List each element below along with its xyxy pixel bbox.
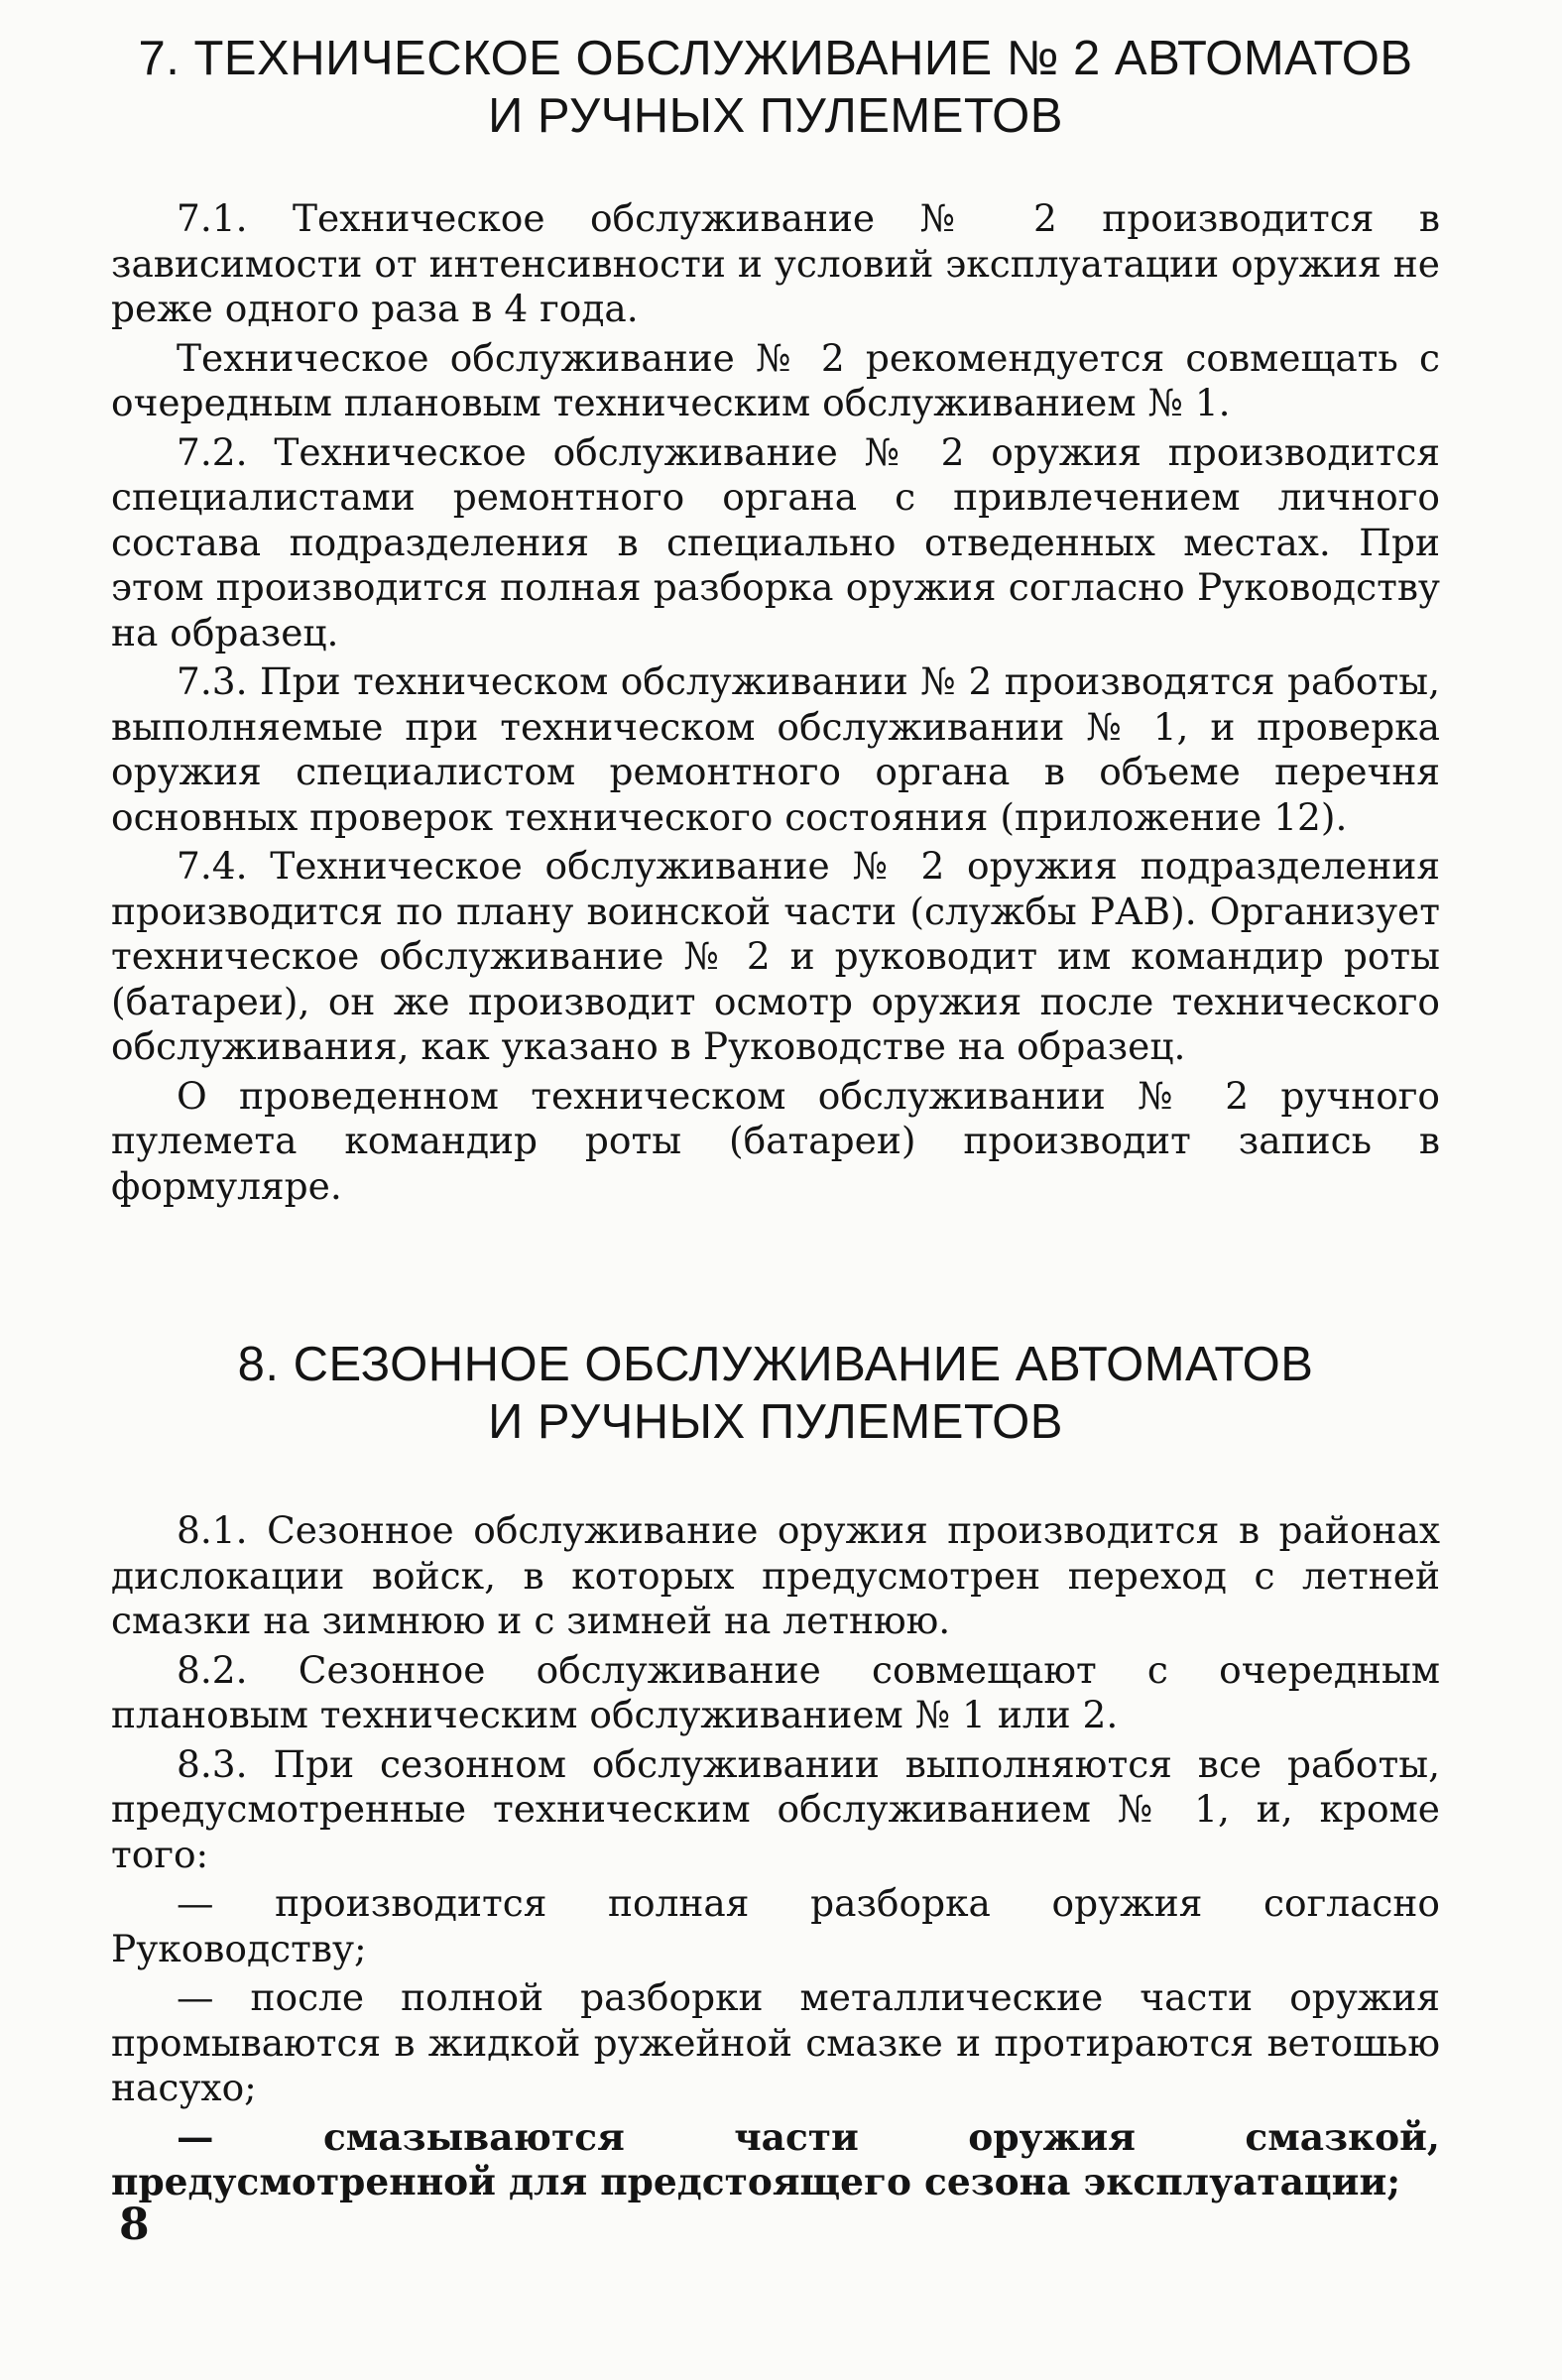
paragraph-7-1-note: Техническое обслуживание № 2 рекомендуется совмещать с очередным плановым техническим обслуживанием № 1.	[111, 335, 1440, 424]
paragraph-7-2: 7.2. Техническое обслуживание № 2 оружия производится специалистами ремонтного органа с привлечением личного состава подразделения в специально отведенных местах. При этом производится полная разборка оружия согласно Руководству на образец.	[111, 429, 1440, 654]
section-7-heading-line-1: 7. ТЕХНИЧЕСКОЕ ОБСЛУЖИВАНИЕ № 2 АВТОМАТОВ	[138, 32, 1413, 85]
paragraph-8-2: 8.2. Сезонное обслуживание совмещают с очередным плановым техническим обслуживанием № 1 или 2.	[111, 1647, 1440, 1736]
paragraph-7-1: 7.1. Техническое обслуживание № 2 производится в зависимости от интенсивности и условий эксплуатации оружия не реже одного раза в 4 года.	[111, 196, 1440, 330]
page-number: 8	[119, 2200, 150, 2250]
text-column	[111, 30, 1440, 2209]
section-8-body	[111, 1508, 1440, 2205]
section-8-heading-line-2: И РУЧНЫХ ПУЛЕМЕТОВ	[488, 1395, 1063, 1449]
section-7-heading-line-2: И РУЧНЫХ ПУЛЕМЕТОВ	[488, 89, 1063, 143]
list-item-lubrication: — смазываются части оружия смазкой, предусмотренной для предстоящего сезона эксплуатации;	[111, 2114, 1440, 2203]
paragraph-8-3: 8.3. При сезонном обслуживании выполняются все работы, предусмотренные техническим обслуживанием № 1, и, кроме того:	[111, 1741, 1440, 1876]
section-7-heading	[111, 30, 1440, 145]
list-item-full-disassembly: — производится полная разборка оружия согласно Руководству;	[111, 1881, 1440, 1970]
paragraph-8-1: 8.1. Сезонное обслуживание оружия производится в районах дислокации войск, в которых предусмотрен переход с летней смазки на зимнюю и с зимней на летнюю.	[111, 1508, 1440, 1642]
section-7-body	[111, 196, 1440, 1209]
paragraph-7-4-note: О проведенном техническом обслуживании № 2 ручного пулемета командир роты (батареи) производит запись в формуляре.	[111, 1073, 1440, 1208]
section-8-heading	[111, 1336, 1440, 1451]
section-8-heading-line-1: 8. СЕЗОННОЕ ОБСЛУЖИВАНИЕ АВТОМАТОВ	[237, 1338, 1314, 1391]
paragraph-7-4: 7.4. Техническое обслуживание № 2 оружия подразделения производится по плану воинской части (службы РАВ). Организует техническое обслуживание № 2 и руководит им командир роты (батареи), он же производит осмотр оружия после технического обслуживания, как указано в Руководстве на образец.	[111, 844, 1440, 1068]
list-item-washing: — после полной разборки металлические части оружия промываются в жидкой ружейной смазке и протираются ветошью насухо;	[111, 1975, 1440, 2109]
paragraph-7-3: 7.3. При техническом обслуживании № 2 производятся работы, выполняемые при техническом обслуживании № 1, и проверка оружия специалистом ремонтного органа в объеме перечня основных проверок технического состояния (приложение 12).	[111, 659, 1440, 839]
